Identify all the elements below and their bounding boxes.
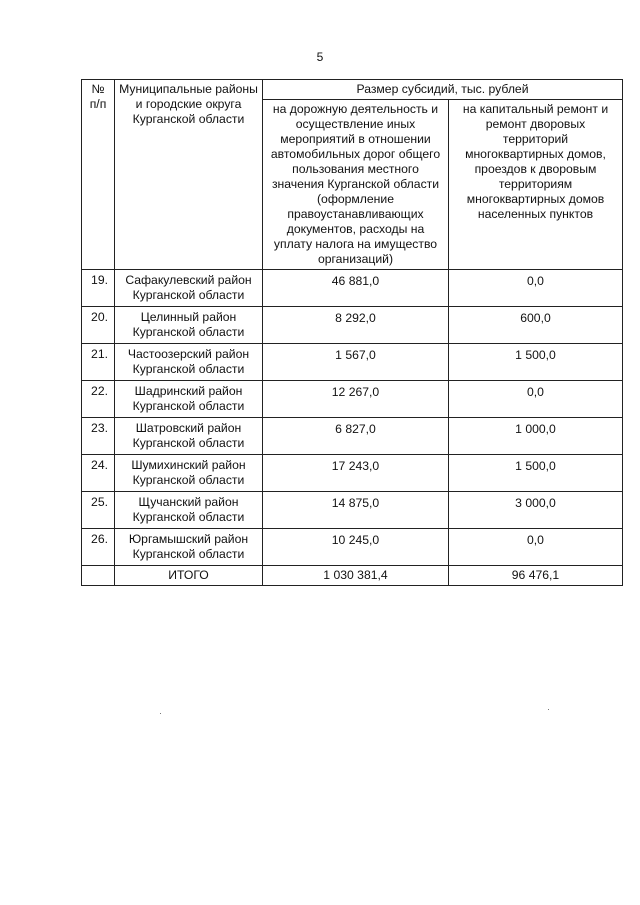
total-row [82, 566, 623, 586]
header-roads: на дорожную деятельность и осуществление иных мероприятий в отношении автомобильных дорог общего пользования местного значения Курганской области (оформление правоустанавливающих документов, расходы на уплату налога на имущество организаций) [263, 100, 449, 270]
row-number: 20. [82, 307, 115, 344]
row-repair-value: 0,0 [449, 270, 623, 307]
row-repair-value: 1 000,0 [449, 418, 623, 455]
row-roads-value: 17 243,0 [263, 455, 449, 492]
table-row [82, 492, 623, 529]
row-number: 19. [82, 270, 115, 307]
row-repair-value: 3 000,0 [449, 492, 623, 529]
header-municipality: Муниципальные районы и городские округа Курганской области [115, 80, 263, 270]
row-municipality: Щучанский район Курганской области [115, 492, 263, 529]
row-roads-value: 6 827,0 [263, 418, 449, 455]
table-row [82, 270, 623, 307]
subsidy-table [81, 79, 623, 586]
row-municipality: Юргамышский район Курганской области [115, 529, 263, 566]
table-row [82, 529, 623, 566]
row-number: 21. [82, 344, 115, 381]
row-number: 24. [82, 455, 115, 492]
table-row [82, 455, 623, 492]
row-repair-value: 1 500,0 [449, 455, 623, 492]
row-repair-value: 1 500,0 [449, 344, 623, 381]
row-number: 23. [82, 418, 115, 455]
row-number: 22. [82, 381, 115, 418]
row-roads-value: 1 567,0 [263, 344, 449, 381]
page-number: 5 [316, 50, 324, 64]
row-roads-value: 8 292,0 [263, 307, 449, 344]
total-repair-value: 96 476,1 [449, 566, 623, 586]
row-number: 25. [82, 492, 115, 529]
table-row [82, 307, 623, 344]
row-municipality: Шумихинский район Курганской области [115, 455, 263, 492]
row-roads-value: 12 267,0 [263, 381, 449, 418]
row-roads-value: 14 875,0 [263, 492, 449, 529]
row-roads-value: 10 245,0 [263, 529, 449, 566]
header-subsidy-size: Размер субсидий, тыс. рублей [263, 80, 623, 100]
row-municipality: Сафакулевский район Курганской области [115, 270, 263, 307]
header-number: № п/п [82, 80, 115, 270]
scan-speck [160, 713, 161, 714]
header-repair: на капитальный ремонт и ремонт дворовых территорий многоквартирных домов, проездов к дворовым территориям многоквартирных домов населенных пунктов [449, 100, 623, 270]
row-roads-value: 46 881,0 [263, 270, 449, 307]
row-repair-value: 600,0 [449, 307, 623, 344]
total-label: ИТОГО [115, 566, 263, 586]
table-row [82, 381, 623, 418]
row-municipality: Целинный район Курганской области [115, 307, 263, 344]
row-repair-value: 0,0 [449, 529, 623, 566]
table-row [82, 418, 623, 455]
total-roads-value: 1 030 381,4 [263, 566, 449, 586]
row-repair-value: 0,0 [449, 381, 623, 418]
scan-speck [548, 709, 549, 710]
row-municipality: Шатровский район Курганской области [115, 418, 263, 455]
row-municipality: Частоозерский район Курганской области [115, 344, 263, 381]
row-number: 26. [82, 529, 115, 566]
table-row [82, 344, 623, 381]
row-municipality: Шадринский район Курганской области [115, 381, 263, 418]
total-number [82, 566, 115, 586]
